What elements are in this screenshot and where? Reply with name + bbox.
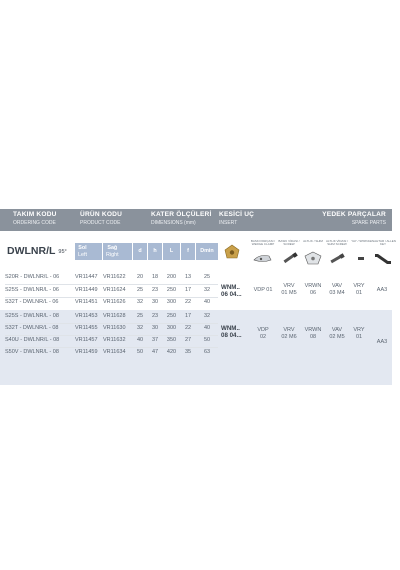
cell-L: 300 xyxy=(166,299,177,305)
cell-right-code: VR11630 xyxy=(103,325,126,331)
cell-ordering-code: S50V - DWLNR/L - 08 xyxy=(5,349,59,355)
cell-left-code: VR11451 xyxy=(75,299,98,305)
col-left: Sol Left xyxy=(75,243,102,260)
cell-left-code: VR11457 xyxy=(75,337,98,343)
spare-spring: YAY / SPRING xyxy=(346,240,376,265)
spare-allen-key: ANAHTAR / ALLEN KEY xyxy=(368,240,398,265)
cell-ordering-code: S25S - DWLNR/L - 08 xyxy=(5,313,59,319)
spare-wedge-clamp: BASKI PARÇASI / WEDGE CLAMP xyxy=(248,240,278,265)
product-title xyxy=(7,245,67,257)
spare-shim-screw: ALTLIK VİDASI / SHIM SCREW xyxy=(322,240,352,265)
cell-right-code: VR11624 xyxy=(103,287,126,293)
cell-d: 32 xyxy=(136,325,144,331)
header-product-code: ÜRÜN KODU PRODUCT CODE xyxy=(80,211,123,226)
cell-left-code: VR11459 xyxy=(75,349,98,355)
cell-d: 25 xyxy=(136,313,144,319)
cell-L: 250 xyxy=(166,287,177,293)
cell-dmin: 25 xyxy=(203,274,211,280)
cell-f: 35 xyxy=(184,349,192,355)
insert-code-06: WNM.. 06 04... xyxy=(221,284,242,299)
cell-L: 200 xyxy=(166,274,177,280)
screw-code-06: VRV 01 M5 xyxy=(281,283,297,296)
col-f: f xyxy=(181,243,195,260)
cell-L: 350 xyxy=(166,337,177,343)
cell-d: 32 xyxy=(136,299,144,305)
cell-f: 13 xyxy=(184,274,192,280)
cell-right-code: VR11634 xyxy=(103,349,126,355)
header-tool-code: TAKIM KODU ORDERING CODE xyxy=(13,211,57,226)
cell-h: 18 xyxy=(151,274,159,280)
cell-h: 37 xyxy=(151,337,159,343)
cell-L: 300 xyxy=(166,325,177,331)
cell-h: 30 xyxy=(151,299,159,305)
allen-key-icon xyxy=(371,251,395,265)
cell-dmin: 40 xyxy=(203,299,211,305)
spare-screw: BASKI VİDASI / SCREW xyxy=(274,240,304,265)
cell-ordering-code: S20R - DWLNR/L - 06 xyxy=(5,274,60,280)
cell-f: 22 xyxy=(184,299,192,305)
cell-left-code: VR11453 xyxy=(75,313,98,319)
col-d: d xyxy=(133,243,147,260)
cell-ordering-code: S32T - DWLNR/L - 08 xyxy=(5,325,59,331)
row-separator xyxy=(5,323,218,324)
cell-d: 25 xyxy=(136,287,144,293)
cell-right-code: VR11628 xyxy=(103,313,126,319)
cell-dmin: 32 xyxy=(203,287,211,293)
row-separator xyxy=(5,347,218,348)
cell-d: 40 xyxy=(136,337,144,343)
insert-code-08: WNM.. 08 04... xyxy=(221,325,242,340)
cell-h: 30 xyxy=(151,325,159,331)
cell-h: 47 xyxy=(151,349,159,355)
col-right: Sağ Right xyxy=(103,243,132,260)
header-spare-parts: YEDEK PARÇALAR SPARE PARTS xyxy=(322,211,386,226)
cell-dmin: 63 xyxy=(203,349,211,355)
spare-shim: ALTLIK / SHIM xyxy=(298,240,328,265)
col-dmin: Dmin xyxy=(196,243,218,260)
shim-code-08: VRWN 08 xyxy=(304,327,322,340)
insert-image-icon xyxy=(224,244,240,260)
shim-screw-code-08: VAV 02 M5 xyxy=(329,327,345,340)
cell-h: 23 xyxy=(151,287,159,293)
screw-code-08: VRV 02 M6 xyxy=(281,327,297,340)
header-insert: KESİCİ UÇ INSERT xyxy=(219,211,255,226)
cell-L: 420 xyxy=(166,349,177,355)
row-separator xyxy=(5,284,218,285)
cell-right-code: VR11632 xyxy=(103,337,126,343)
cell-dmin: 50 xyxy=(203,337,211,343)
cell-dmin: 40 xyxy=(203,325,211,331)
table-header-bar xyxy=(0,209,392,231)
col-L: L xyxy=(163,243,180,260)
wedge-code-06: VDP 01 xyxy=(253,287,273,293)
key-code-08: AA3 xyxy=(376,339,388,345)
cell-dmin: 32 xyxy=(203,313,211,319)
wedge-clamp-icon xyxy=(251,251,275,265)
cell-L: 250 xyxy=(166,313,177,319)
cell-h: 23 xyxy=(151,313,159,319)
cell-right-code: VR11622 xyxy=(103,274,126,280)
cell-right-code: VR11626 xyxy=(103,299,126,305)
cell-d: 20 xyxy=(136,274,144,280)
header-dimensions: KATER ÖLÇÜLERİ DIMENSIONS (mm) xyxy=(151,211,212,226)
product-angle: 95° xyxy=(58,249,67,255)
product-name: DWLNR/L xyxy=(7,245,56,257)
cell-left-code: VR11455 xyxy=(75,325,98,331)
cell-ordering-code: S32T - DWLNR/L - 06 xyxy=(5,299,59,305)
spring-code-08: VRY 01 xyxy=(353,327,365,340)
col-h: h xyxy=(148,243,162,260)
cell-ordering-code: S40U - DWLNR/L - 08 xyxy=(5,337,60,343)
cell-ordering-code: S25S - DWLNR/L - 06 xyxy=(5,287,59,293)
cell-d: 50 xyxy=(136,349,144,355)
row-separator xyxy=(5,335,218,336)
cell-f: 22 xyxy=(184,325,192,331)
key-code-06: AA3 xyxy=(376,287,388,293)
row-separator xyxy=(5,297,218,298)
cell-f: 27 xyxy=(184,337,192,343)
spring-code-06: VRY 01 xyxy=(353,283,365,296)
cell-f: 17 xyxy=(184,313,192,319)
wedge-code-08: VDP 02 xyxy=(257,327,269,340)
cell-left-code: VR11447 xyxy=(75,274,98,280)
shim-code-06: VRWN 06 xyxy=(304,283,322,296)
cell-left-code: VR11449 xyxy=(75,287,98,293)
shim-screw-code-06: VAV 03 M4 xyxy=(329,283,345,296)
cell-f: 17 xyxy=(184,287,192,293)
